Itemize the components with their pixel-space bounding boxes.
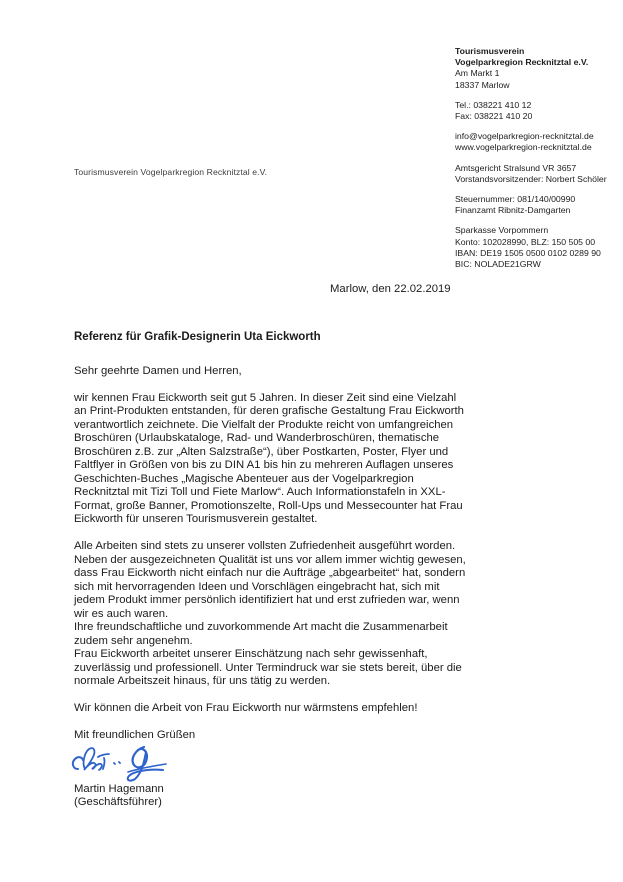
- paragraph-2-text-a: Alle Arbeiten sind stets zu unserer vollsten Zufriedenheit ausgeführt worden. Neben der ausgezeichneten Qualität ist uns vor allem immer wichtig gewesen, dass Frau Eickworth nicht einfach nur die Aufträge „abgearbeitet“ hat, sondern sich mit hervorragenden Ideen und Vorschlägen eingebracht hat, sich mit jedem Produkt immer persönlich identifiziert hat und erst zufrieden war, wenn wir es auch waren.: [74, 540, 466, 620]
- letterhead-web-block: [455, 131, 620, 153]
- account-line: Konto: 102028990, BLZ: 150 505 00: [455, 236, 596, 247]
- paragraph-1-text: wir kennen Frau Eickworth seit gut 5 Jahren. In dieser Zeit sind eine Vielzahl an Print-Produkten entstanden, für deren grafische Gestaltung Frau Eickworth verantwortlich zeichnete. Die Vielfalt der Produkte reicht von umfangreichen Broschüren (Urlaubskataloge, Rad- und Wanderbroschüren, thematische Broschüren z.B. zur „Alten Salzstraße“), über Postkarten, Poster, Flyer und Faltflyer in Größen von bis zu DIN A1 bis hin zu mehreren Auflagen unseres Geschichten-Buches „Magische Abenteuer aus der Vogelparkregion Recknitztal mit Tizi Toll und Fiete Marlow“. Auch Informationstafeln in XXL-Format, große Banner, Promotionszelte, Roll-Ups und Messecounter hat Frau Eickworth für unseren Tourismusverein gestaltet.: [74, 391, 464, 525]
- fax-line: Fax: 038221 410 20: [455, 111, 533, 122]
- letterhead-phone-block: [455, 100, 620, 122]
- handwritten-signature: [68, 743, 188, 783]
- signer-name: Martin Hagemann: [74, 782, 164, 795]
- sender-line: Tourismusverein Vogelparkregion Recknitztal e.V.: [74, 167, 268, 177]
- org-street: Am Markt 1: [455, 68, 500, 79]
- letter-body: [74, 331, 468, 810]
- phone-line: Tel.: 038221 410 12: [455, 99, 532, 110]
- letterhead-tax-block: [455, 194, 620, 216]
- paragraph-3: [74, 702, 468, 716]
- bank-name-line: Sparkasse Vorpommern: [455, 225, 549, 236]
- register-court-line: Amtsgericht Stralsund VR 3657: [455, 162, 577, 173]
- paragraph-2: [74, 540, 468, 689]
- paragraph-3-text: Wir können die Arbeit von Frau Eickworth nur wärmstens empfehlen!: [74, 702, 418, 714]
- email-line: info@vogelparkregion-recknitztal.de: [455, 131, 594, 142]
- bic-line: BIC: NOLADE21GRW: [455, 259, 541, 270]
- org-city: 18337 Marlow: [455, 79, 510, 90]
- letterhead-bank-block: [455, 225, 620, 270]
- paragraph-2-text-c: Frau Eickworth arbeitet unserer Einschätzung nach sehr gewissenhaft, zuverlässig und professionell. Unter Termindruck war sie stets bereit, über die normale Arbeitszeit hinaus, für uns tätig zu werden.: [74, 648, 462, 687]
- iban-line: IBAN: DE19 1505 0500 0102 0289 90: [455, 247, 601, 258]
- salutation: Sehr geehrte Damen und Herren,: [74, 364, 242, 377]
- letterhead: [455, 46, 620, 279]
- org-name-line2: Vogelparkregion Recknitztal e.V.: [455, 57, 589, 68]
- paragraph-1: [74, 392, 468, 527]
- signer-title: (Geschäftsführer): [74, 796, 162, 808]
- org-name-line1: Tourismusverein: [455, 46, 525, 56]
- letterhead-register-block: [455, 163, 620, 185]
- closing-greeting: Mit freundlichen Grüßen: [74, 729, 196, 741]
- tax-number-line: Steuernummer: 081/140/00990: [455, 194, 576, 205]
- paragraph-2-text-b: Ihre freundschaftliche und zuvorkommende Art macht die Zusammenarbeit zudem sehr angenehm.: [74, 621, 448, 647]
- subject-line: Referenz für Grafik-Designerin Uta Eickworth: [74, 331, 321, 343]
- letterhead-address-block: [455, 46, 620, 91]
- signature-block: [74, 783, 468, 810]
- website-line: www.vogelparkregion-recknitztal.de: [455, 142, 592, 153]
- date-line: Marlow, den 22.02.2019: [330, 283, 451, 295]
- tax-office-line: Finanzamt Ribnitz-Damgarten: [455, 205, 571, 216]
- chairman-line: Vorstandsvorsitzender: Norbert Schöler: [455, 173, 607, 184]
